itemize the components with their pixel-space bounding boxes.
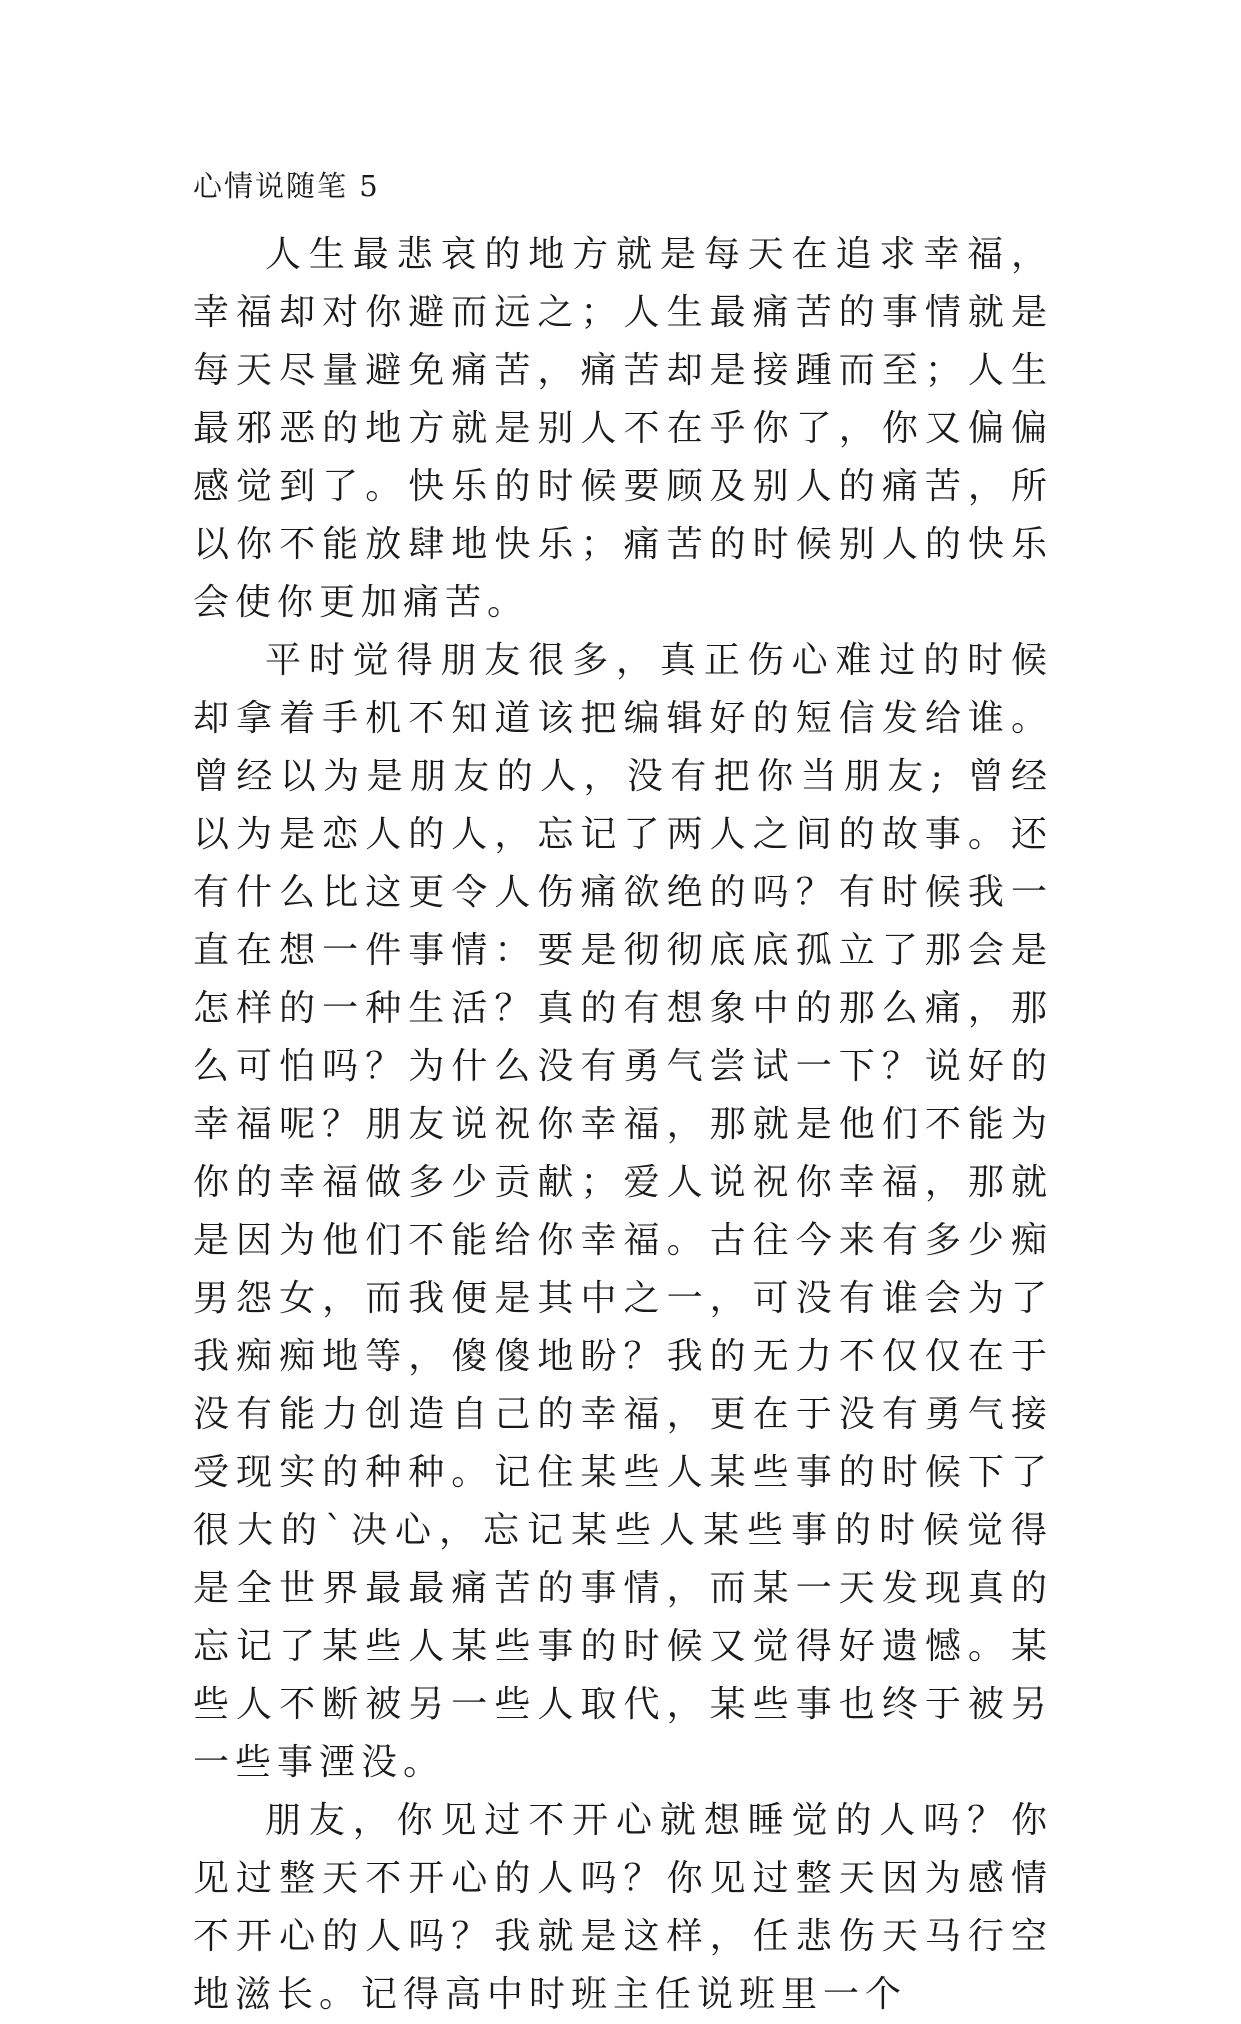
document-body bbox=[193, 168, 1053, 2024]
paragraph-2: 平时觉得朋友很多，真正伤心难过的时候却拿着手机不知道该把编辑好的短信发给谁。曾经以为是朋友的人，没有把你当朋友; 曾经以为是恋人的人，忘记了两人之间的故事。还有什么比这更令人伤痛欲绝的吗？有时候我一直在想一件事情：要是彻彻底底孤立了那会是怎样的一种生活？真的有想象中的那么痛，那么可怕吗？为什么没有勇气尝试一下？说好的幸福呢？朋友说祝你幸福，那就是他们不能为你的幸福做多少贡献；爱人说祝你幸福，那就是因为他们不能给你幸福。古往今来有多少痴男怨女，而我便是其中之一，可没有谁会为了我痴痴地等，傻傻地盼？我的无力不仅仅在于没有能力创造自己的幸福，更在于没有勇气接受现实的种种。记住某些人某些事的时候下了很大的`决心，忘记某些人某些事的时候觉得是全世界最最痛苦的事情，而某一天发现真的忘记了某些人某些事的时候又觉得好遗憾。某些人不断被另一些人取代，某些事也终于被另一些事湮没。 bbox=[193, 640, 1053, 1783]
paragraph-1: 人生最悲哀的地方就是每天在追求幸福，幸福却对你避而远之；人生最痛苦的事情就是每天尽量避免痛苦，痛苦却是接踵而至；人生最邪恶的地方就是别人不在乎你了，你又偏偏感觉到了。快乐的时候要顾及别人的痛苦，所以你不能放肆地快乐；痛苦的时候别人的快乐会使你更加痛苦。 bbox=[193, 234, 1053, 623]
paragraph-3: 朋友，你见过不开心就想睡觉的人吗？你见过整天不开心的人吗？你见过整天因为感情不开心的人吗？我就是这样，任悲伤天马行空地滋长。记得高中时班主任说班里一个 bbox=[193, 1800, 1053, 2015]
document-title: 心情说随笔 5 bbox=[193, 169, 380, 203]
